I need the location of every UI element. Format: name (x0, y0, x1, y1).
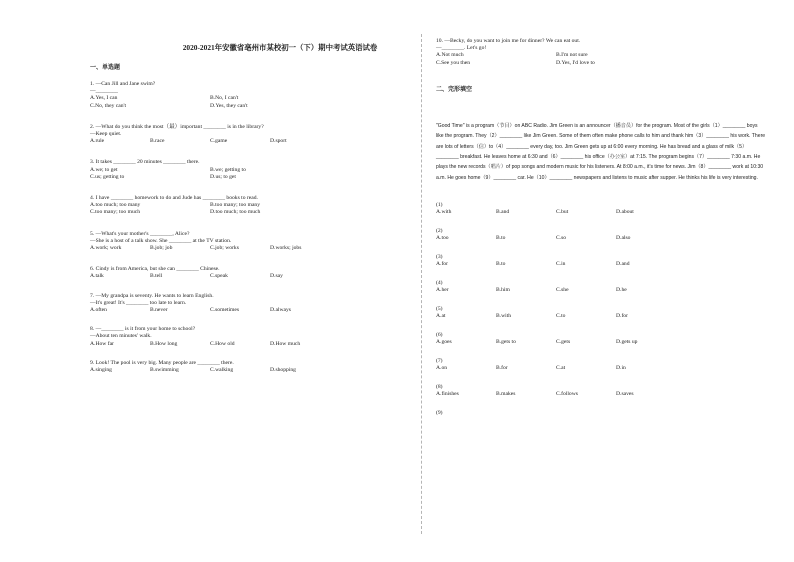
question-item (90, 293, 410, 315)
option-row (90, 341, 410, 348)
answer-option[interactable]: C.job; works (210, 244, 239, 251)
answer-option[interactable]: A.at (436, 313, 446, 320)
cloze-question (436, 331, 771, 347)
cloze-number: (1) (436, 202, 443, 209)
answer-option[interactable]: C.at (556, 365, 566, 372)
cloze-question (436, 201, 771, 217)
answer-option[interactable]: B.to (496, 261, 506, 268)
answer-option[interactable]: D.always (270, 306, 291, 313)
answer-option[interactable]: D.How much (270, 340, 301, 347)
cloze-number: (3) (436, 254, 443, 261)
cloze-number: (8) (436, 384, 443, 391)
answer-option[interactable]: A.talk (90, 273, 104, 280)
cloze-passage: "Good Time" is a program（节目）on ABC Radio. Jim Green is an announcer（播音员）for the program. Most of the girls（1）________ boys like the program. They（2）________ like Jim Green. Some of them often make phone calls to him and thank him（3）________ his work. There are lots of letters（信）to（4）________ every day, too. Jim Green gets up at 6:00 every morning. He has bread and a glass of milk（5）________ breakfast. He leaves home at 6:30 and（6）________ his office（办公室）at 7:15. The program begins（7）________ 7:30 a.m. He plays the new records（唱片）of pop songs and modern music for his listeners. At 8:00 a.m., it's time for news. Jim（8）________ work at 10:30 a.m. He goes home（9）________ car. He（10）________ newspapers and listens to music after supper. He thinks his life is very interesting. (436, 122, 766, 181)
section-heading-cloze: 二、完形填空 (436, 86, 473, 93)
question-stem-line: —She is a host of a talk show. She ________ at the TV station. (90, 237, 232, 244)
answer-option[interactable]: D.Yes, they can't (210, 102, 248, 109)
answer-option[interactable]: A.work; work (90, 244, 122, 251)
question-list (90, 81, 410, 374)
answer-option[interactable]: A.goes (436, 339, 452, 346)
answer-option[interactable]: B.for (496, 365, 508, 372)
cloze-question (436, 409, 771, 417)
option-row (436, 60, 771, 67)
answer-option[interactable]: D.he (616, 287, 627, 294)
question-item (90, 231, 410, 253)
question-stem-line: 4. I have ________ homework to do and Jude has ________ books to read. (90, 194, 258, 201)
question-stem-line: 2. —What do you think the most（最）important ________ is in the library? (90, 123, 264, 130)
option-row (90, 167, 410, 174)
answer-option[interactable]: C.See you then (436, 59, 471, 66)
question-stem-line: 6. Cindy is from America, but she can ________ Chinese. (90, 266, 220, 273)
answer-option[interactable]: C.she (556, 287, 569, 294)
cloze-options-list (436, 201, 771, 417)
option-row (436, 339, 771, 347)
answer-option[interactable]: C.follows (556, 391, 578, 398)
cloze-number: (6) (436, 332, 443, 339)
answer-option[interactable]: B.too many; too many (210, 202, 261, 209)
answer-option[interactable]: B.with (496, 313, 512, 320)
question-stem-line: 1. —Can Jill and Jane swim? (90, 81, 156, 87)
answer-option[interactable]: A.with (436, 209, 452, 216)
answer-option[interactable]: C.so (556, 235, 567, 242)
question-item (90, 266, 410, 280)
answer-option[interactable]: B.to (496, 235, 506, 242)
answer-option[interactable]: D.Yes, I'd love to (556, 59, 595, 66)
right-column (436, 38, 771, 417)
option-row (90, 367, 410, 374)
option-row (90, 174, 410, 181)
question-item (90, 360, 410, 374)
answer-option[interactable]: C.gets (556, 339, 571, 346)
answer-option[interactable]: A.often (90, 306, 107, 313)
cloze-question (436, 279, 771, 295)
option-row (436, 391, 771, 399)
answer-option[interactable]: A.Not much (436, 52, 464, 59)
answer-option[interactable]: A.her (436, 287, 449, 294)
answer-option[interactable]: A.Yes, I can (90, 95, 118, 102)
question-stem-line: 10. —Becky, do you want to join me for dinner? We can eat out. (436, 38, 581, 44)
answer-option[interactable]: B.him (496, 287, 510, 294)
cloze-number: (5) (436, 306, 443, 313)
answer-option[interactable]: A.on (436, 365, 448, 372)
option-row (90, 307, 410, 314)
option-row (436, 209, 771, 217)
question-stem-line: 7. —My grandpa is seventy. He wants to learn English. (90, 292, 214, 299)
answer-option[interactable]: C.us; getting to (90, 173, 125, 180)
question-stem-line: —Keep quiet. (90, 130, 122, 137)
section-heading-single-choice: 一、单选题 (90, 65, 121, 71)
answer-option[interactable]: B.gets to (496, 339, 516, 346)
answer-option[interactable]: C.speak (210, 273, 228, 280)
option-row (436, 235, 771, 243)
answer-option[interactable]: C.but (556, 209, 569, 216)
answer-option[interactable]: B.makes (496, 391, 516, 398)
question-stem-line: —About ten minutes' walk. (90, 333, 152, 340)
option-row (436, 313, 771, 321)
question-item (90, 81, 410, 110)
answer-option[interactable]: B.tell (150, 273, 163, 280)
answer-option[interactable]: B.swimming (150, 366, 179, 373)
cloze-number: (4) (436, 280, 443, 287)
option-row (90, 209, 410, 216)
answer-option[interactable]: D.works; jobs (270, 244, 302, 251)
answer-option[interactable]: D.us; to get (210, 173, 236, 180)
answer-option[interactable]: D.gets up (616, 339, 638, 346)
answer-option[interactable]: D.too much; too much (210, 209, 261, 216)
question-item (90, 124, 410, 146)
option-row (90, 245, 410, 252)
option-row (436, 365, 771, 373)
option-row (90, 138, 410, 145)
answer-option[interactable]: A.too much; too many (90, 202, 141, 209)
option-row (90, 202, 410, 209)
question-stem-line: 3. It takes ________ 20 minutes ________ there. (90, 159, 200, 166)
answer-option[interactable]: A.finishes (436, 391, 459, 398)
question-stem-line: —________ (90, 88, 118, 95)
cloze-question (436, 357, 771, 373)
option-row (436, 52, 771, 59)
question-item (90, 326, 410, 348)
question-stem-line: —________. Let's go! (436, 45, 487, 52)
option-row (90, 103, 410, 110)
answer-option[interactable]: C.in (556, 261, 566, 268)
cloze-question (436, 253, 771, 269)
answer-option[interactable]: D.saves (616, 391, 634, 398)
answer-option[interactable]: D.sport (270, 138, 287, 145)
page-title: 2020-2021年安徽省亳州市某校初一（下）期中考试英语试卷 (182, 43, 378, 52)
answer-option[interactable]: B.never (150, 306, 168, 313)
cloze-question (436, 383, 771, 399)
option-row (436, 261, 771, 269)
answer-option[interactable]: B.No, I can't (210, 95, 239, 102)
answer-option[interactable]: B.race (150, 138, 165, 145)
answer-option[interactable]: B.we; getting to (210, 166, 246, 173)
answer-option[interactable]: B.job; job (150, 244, 173, 251)
answer-option[interactable]: D.say (270, 273, 283, 280)
column-divider (421, 34, 422, 534)
answer-option[interactable]: D.also (616, 235, 631, 242)
option-row (90, 273, 410, 280)
answer-option[interactable]: D.and (616, 261, 630, 268)
answer-option[interactable]: C.No, they can't (90, 102, 127, 109)
answer-option[interactable]: B.How long (150, 340, 178, 347)
answer-option[interactable]: A.singing (90, 366, 112, 373)
answer-option[interactable]: A.How far (90, 340, 114, 347)
question-stem-line: —It's great! It's ________ too late to learn. (90, 299, 187, 306)
option-row (436, 287, 771, 295)
answer-option[interactable]: C.walking (210, 366, 234, 373)
question-item (90, 159, 410, 181)
answer-option[interactable]: D.for (616, 313, 628, 320)
answer-option[interactable]: C.game (210, 138, 228, 145)
cloze-number: (7) (436, 358, 443, 365)
option-row (90, 95, 410, 102)
cloze-number: (2) (436, 228, 443, 235)
question-stem-line: 8. —________ is it from your home to school? (90, 326, 196, 333)
answer-option[interactable]: A.rule (90, 138, 105, 145)
answer-option[interactable]: C.too many; too much (90, 209, 141, 216)
cloze-number: (9) (436, 410, 443, 417)
left-column (90, 42, 410, 374)
answer-option[interactable]: C.sometimes (210, 306, 240, 313)
answer-option[interactable]: D.shopping (270, 366, 296, 373)
question-stem-line: 5. —What's your mother's ________, Alice? (90, 230, 190, 237)
question-10 (436, 38, 771, 67)
cloze-question (436, 227, 771, 243)
answer-option[interactable]: A.too (436, 235, 449, 242)
answer-option[interactable]: B.and (496, 209, 510, 216)
answer-option[interactable]: A.we; to get (90, 166, 118, 173)
answer-option[interactable]: C.How old (210, 340, 235, 347)
question-stem-line: 9. Look! The pool is very big. Many people are ________ there. (90, 359, 234, 366)
answer-option[interactable]: B.I'm not sure (556, 52, 588, 59)
cloze-question (436, 305, 771, 321)
question-item (90, 195, 410, 217)
answer-option[interactable]: D.about (616, 209, 634, 216)
answer-option[interactable]: D.in (616, 365, 626, 372)
answer-option[interactable]: C.to (556, 313, 566, 320)
answer-option[interactable]: A.for (436, 261, 448, 268)
